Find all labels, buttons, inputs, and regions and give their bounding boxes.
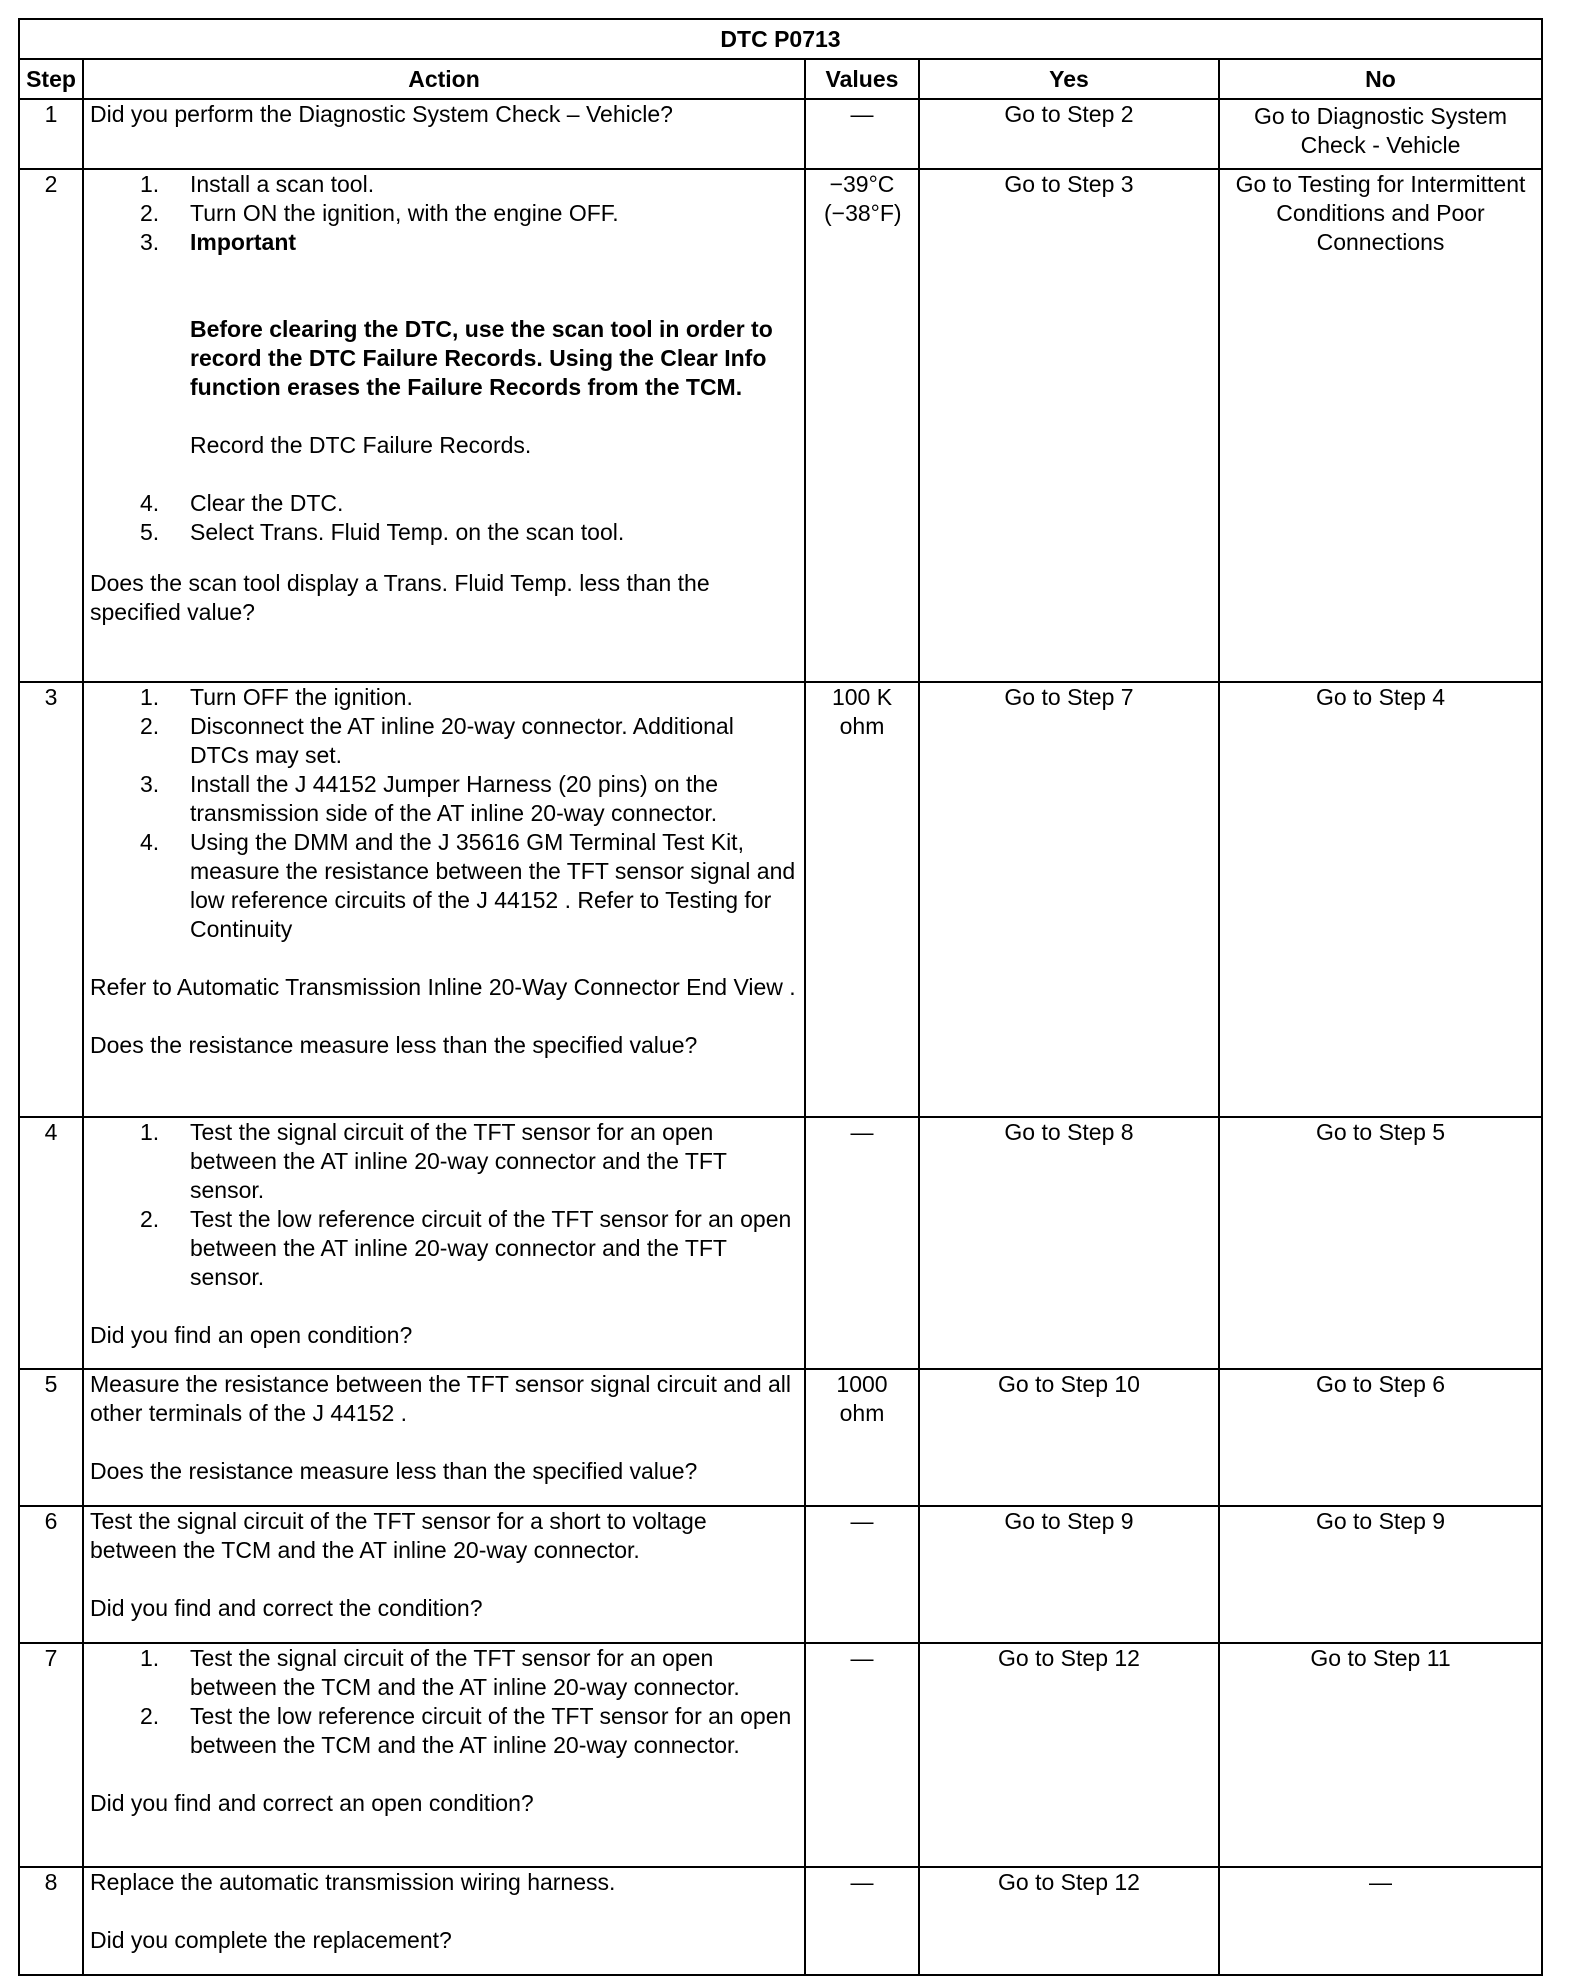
action-instruction: Replace the automatic transmission wiring harness. (90, 1869, 616, 1895)
action-cell (83, 1369, 805, 1506)
list-item: 4. Using the DMM and the J 35616 GM Terminal Test Kit, measure the resistance between the TFT sensor signal and low reference circuits of the J 44152 . Refer to Testing for Continuity (140, 829, 796, 942)
list-item: 5. Select Trans. Fluid Temp. on the scan tool. (140, 519, 625, 545)
list-item: 3. Important (140, 229, 297, 255)
action-cell (83, 99, 805, 169)
table-row (19, 99, 1542, 169)
record-note: Record the DTC Failure Records. (190, 432, 532, 458)
table-row (19, 682, 1542, 1117)
action-list (90, 170, 798, 257)
list-item: 1. Test the signal circuit of the TFT sensor for an open between the TCM and the AT inline 20-way connector. (140, 1645, 740, 1700)
action-question: Does the resistance measure less than the specified value? (90, 1032, 698, 1058)
action-question: Does the scan tool display a Trans. Fluid Temp. less than the specified value? (90, 570, 710, 625)
value-cell: −39°C (−38°F) (805, 169, 919, 682)
step-number: 1 (19, 99, 83, 169)
yes-link[interactable]: Go to Step 10 (919, 1369, 1219, 1506)
list-item: 1. Test the signal circuit of the TFT sensor for an open between the AT inline 20-way connector and the TFT sensor. (140, 1119, 727, 1203)
action-cell (83, 1117, 805, 1369)
step-number: 3 (19, 682, 83, 1117)
step-number: 6 (19, 1506, 83, 1643)
action-question: Does the resistance measure less than the specified value? (90, 1458, 698, 1484)
step-number: 8 (19, 1867, 83, 1975)
table-row (19, 1369, 1542, 1506)
table-title: DTC P0713 (19, 19, 1542, 59)
action-cell (83, 1867, 805, 1975)
action-list (90, 1644, 798, 1760)
table-row (19, 169, 1542, 682)
step-number: 4 (19, 1117, 83, 1369)
action-list (90, 1118, 798, 1292)
value-cell: — (805, 99, 919, 169)
no-link[interactable]: Go to Step 11 (1219, 1643, 1542, 1867)
yes-link[interactable]: Go to Step 12 (919, 1643, 1219, 1867)
no-link[interactable]: Go to Step 4 (1219, 682, 1542, 1117)
yes-link[interactable]: Go to Step 8 (919, 1117, 1219, 1369)
action-cell (83, 169, 805, 682)
list-item: 3. Install the J 44152 Jumper Harness (20 pins) on the transmission side of the AT inline 20-way connector. (140, 771, 719, 826)
table-row (19, 1506, 1542, 1643)
value-cell: — (805, 1643, 919, 1867)
list-item: 2. Test the low reference circuit of the TFT sensor for an open between the AT inline 20-way connector and the TFT sensor. (140, 1206, 792, 1290)
list-item: 2. Turn ON the ignition, with the engine OFF. (140, 200, 619, 226)
value-cell: 1000 ohm (805, 1369, 919, 1506)
no-link[interactable]: Go to Step 6 (1219, 1369, 1542, 1506)
header-yes: Yes (919, 59, 1219, 99)
connector-note: Refer to Automatic Transmission Inline 20-Way Connector End View . (90, 974, 796, 1000)
action-question: Did you perform the Diagnostic System Check – Vehicle? (90, 101, 673, 127)
list-item: 2. Test the low reference circuit of the TFT sensor for an open between the TCM and the AT inline 20-way connector. (140, 1703, 792, 1758)
list-item: 2. Disconnect the AT inline 20-way connector. Additional DTCs may set. (140, 713, 734, 768)
action-question: Did you find and correct an open condition? (90, 1790, 534, 1816)
table-row (19, 1867, 1542, 1975)
no-link[interactable]: Go to Step 5 (1219, 1117, 1542, 1369)
header-values: Values (805, 59, 919, 99)
no-link[interactable]: Go to Diagnostic System Check - Vehicle (1219, 99, 1542, 169)
header-no: No (1219, 59, 1542, 99)
yes-link[interactable]: Go to Step 9 (919, 1506, 1219, 1643)
header-action: Action (83, 59, 805, 99)
action-cell (83, 682, 805, 1117)
yes-link[interactable]: Go to Step 12 (919, 1867, 1219, 1975)
step-number: 7 (19, 1643, 83, 1867)
value-cell: — (805, 1867, 919, 1975)
action-list (90, 683, 798, 944)
table-row (19, 1643, 1542, 1867)
value-cell: — (805, 1506, 919, 1643)
yes-link[interactable]: Go to Step 2 (919, 99, 1219, 169)
dtc-table (18, 18, 1543, 1976)
step-number: 2 (19, 169, 83, 682)
list-item: 1. Turn OFF the ignition. (140, 684, 413, 710)
table-row (19, 1117, 1542, 1369)
action-question: Did you find and correct the condition? (90, 1595, 483, 1621)
yes-link[interactable]: Go to Step 7 (919, 682, 1219, 1117)
action-instruction: Test the signal circuit of the TFT sensor for a short to voltage between the TCM and the AT inline 20-way connector. (90, 1508, 707, 1563)
yes-link[interactable]: Go to Step 3 (919, 169, 1219, 682)
value-cell: 100 K ohm (805, 682, 919, 1117)
action-instruction: Measure the resistance between the TFT sensor signal circuit and all other terminals of the J 44152 . (90, 1371, 792, 1426)
no-value-cell: — (1219, 1867, 1542, 1975)
action-question: Did you find an open condition? (90, 1322, 413, 1348)
action-list (90, 489, 798, 547)
action-cell (83, 1506, 805, 1643)
list-item: 1. Install a scan tool. (140, 171, 375, 197)
action-question: Did you complete the replacement? (90, 1927, 452, 1953)
step-number: 5 (19, 1369, 83, 1506)
list-item: 4. Clear the DTC. (140, 490, 344, 516)
no-link[interactable]: Go to Step 9 (1219, 1506, 1542, 1643)
header-step: Step (19, 59, 83, 99)
important-note: Before clearing the DTC, use the scan tool in order to record the DTC Failure Records. Using the Clear Info function erases the Failure Records from the TCM. (190, 316, 773, 400)
value-cell: — (805, 1117, 919, 1369)
action-cell (83, 1643, 805, 1867)
no-link[interactable]: Go to Testing for Intermittent Conditions and Poor Connections (1219, 169, 1542, 682)
